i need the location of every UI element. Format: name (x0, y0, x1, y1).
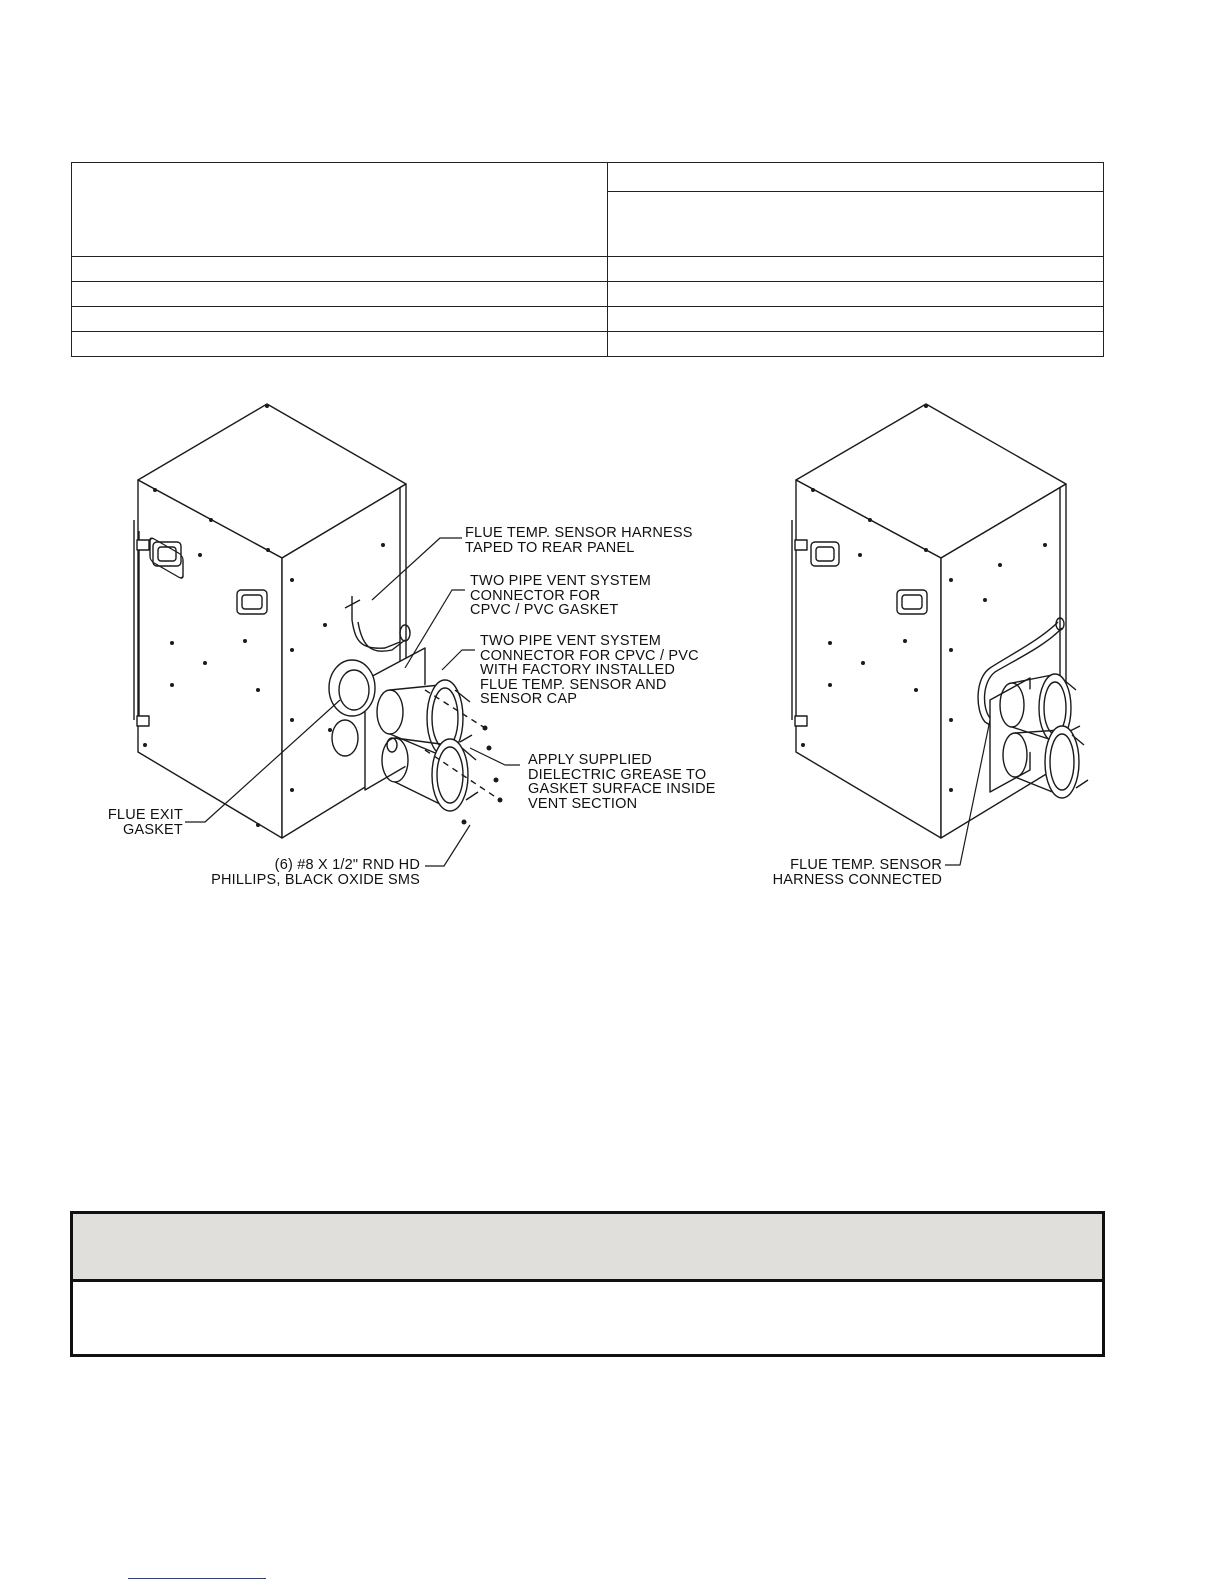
left-furnace-cabinet (134, 404, 503, 838)
warning-box (70, 1211, 1105, 1357)
callout-harness-taped: FLUE TEMP. SENSOR HARNESS TAPED TO REAR PANEL (465, 525, 693, 556)
footer-link-underline[interactable] (128, 1578, 266, 1579)
callout-gasket-connector: TWO PIPE VENT SYSTEM CONNECTOR FOR CPVC / PVC GASKET (470, 573, 651, 618)
callout-sensor-connector: TWO PIPE VENT SYSTEM CONNECTOR FOR CPVC / PVC WITH FACTORY INSTALLED FLUE TEMP. SENSOR AND SENSOR CAP (480, 633, 699, 707)
callout-harness-connected: FLUE TEMP. SENSOR HARNESS CONNECTED (772, 857, 942, 888)
callout-dielectric-grease: APPLY SUPPLIED DIELECTRIC GREASE TO GASKET SURFACE INSIDE VENT SECTION (528, 752, 716, 812)
callout-screws: (6) #8 X 1/2" RND HD PHILLIPS, BLACK OXIDE SMS (211, 857, 420, 888)
right-furnace-cabinet (792, 404, 1088, 838)
callout-flue-exit-gasket: FLUE EXIT GASKET (107, 807, 183, 838)
warning-header (73, 1214, 1102, 1282)
